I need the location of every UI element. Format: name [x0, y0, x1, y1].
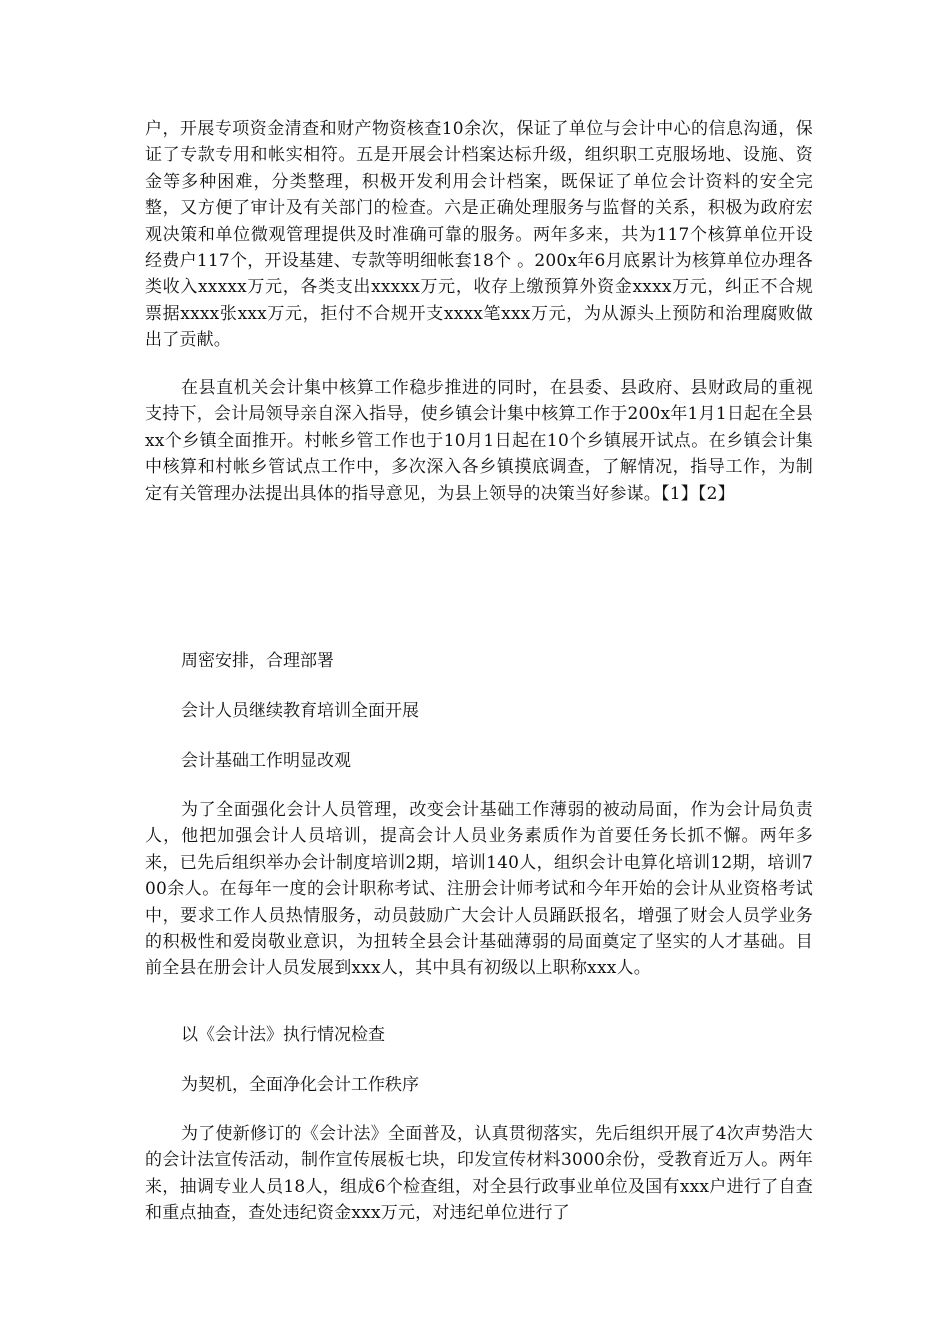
body-paragraph: 为了全面强化会计人员管理，改变会计基础工作薄弱的被动局面，作为会计局负责人，他把加强会计人员培训，提高会计人员业务素质作为首要任务长抓不懈。两年多来，已先后组织举办会计制度培训2期，培训140人，组织会计电算化培训12期，培训700余人。在每年一度的会计职称考试、注册会计师考试和今年开始的会计从业资格考试中，要求工作人员热情服务，动员鼓励广大会计人员踊跃报名，增强了财会人员学业务的积极性和爱岗敬业意识，为扭转全县会计基础薄弱的局面奠定了坚实的人才基础。目前全县在册会计人员发展到xxx人，其中具有初级以上职称xxx人。: [145, 800, 813, 979]
section-heading: 会计人员继续教育培训全面开展: [181, 701, 419, 721]
body-paragraph: 在县直机关会计集中核算工作稳步推进的同时，在县委、县政府、县财政局的重视支持下，会计局领导亲自深入指导，使乡镇会计集中核算工作于200x年1月1日起在全县xx个乡镇全面推开。村帐乡管工作也于10月1日起在10个乡镇展开试点。在乡镇会计集中核算和村帐乡管试点工作中，多次深入各乡镇摸底调查，了解情况，指导工作，为制定有关管理办法提出具体的指导意见，为县上领导的决策当好参谋。【1】【2】: [145, 378, 813, 504]
section-heading: 周密安排，合理部署: [181, 651, 334, 671]
paragraph-block-2: [145, 375, 813, 507]
section-heading: 以《会计法》执行情况检查: [181, 1025, 385, 1045]
paragraph-block-4: [145, 1121, 813, 1227]
paragraph-block-1: [145, 116, 813, 354]
section-heading: 会计基础工作明显改观: [181, 751, 351, 771]
paragraph-block-3: [145, 797, 813, 982]
body-paragraph: 户，开展专项资金清查和财产物资核查10余次，保证了单位与会计中心的信息沟通，保证了专款专用和帐实相符。五是开展会计档案达标升级，组织职工克服场地、设施、资金等多种困难，分类整理，积极开发利用会计档案，既保证了单位会计资料的安全完整，又方便了审计及有关部门的检查。六是正确处理服务与监督的关系，积极为政府宏观决策和单位微观管理提供及时准确可靠的服务。两年多来，共为117个核算单位开设经费户117个，开设基建、专款等明细帐套18个 。200x年6月底累计为核算单位办理各类收入xxxxx万元，各类支出xxxxx万元，收存上缴预算外资金xxxx万元，纠正不合规票据xxxx张xxx万元，拒付不合规开支xxxx笔xxx万元，为从源头上预防和治理腐败做出了贡献。: [145, 119, 813, 351]
section-heading: 为契机，全面净化会计工作秩序: [181, 1075, 419, 1095]
body-paragraph: 为了使新修订的《会计法》全面普及，认真贯彻落实，先后组织开展了4次声势浩大的会计法宣传活动，制作宣传展板七块，印发宣传材料3000余份，受教育近万人。两年来，抽调专业人员18人，组成6个检查组，对全县行政事业单位及国有xxx户进行了自查和重点抽查，查处违纪资金xxx万元，对违纪单位进行了: [145, 1124, 813, 1224]
